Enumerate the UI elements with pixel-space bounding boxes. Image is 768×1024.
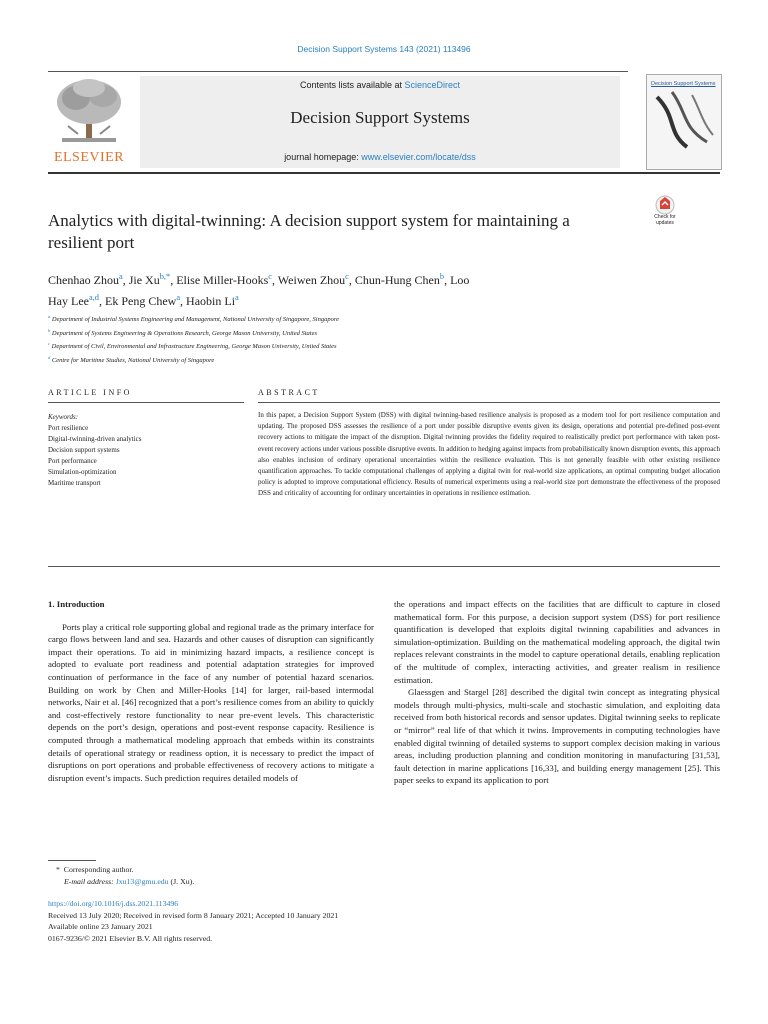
body-column-right <box>394 598 720 787</box>
author-name[interactable]: Loo <box>450 273 470 287</box>
author-separator: , <box>98 294 105 308</box>
keywords-label: Keywords: <box>48 413 79 421</box>
author-affiliation-marker[interactable]: a <box>235 293 239 302</box>
check-for-updates-badge[interactable] <box>648 194 682 228</box>
author-name[interactable]: Chenhao Zhou <box>48 273 119 287</box>
abstract-heading: ABSTRACT <box>258 388 320 397</box>
article-info-rule <box>48 402 244 403</box>
corresponding-author-note <box>48 864 448 876</box>
keyword[interactable]: Simulation-optimization <box>48 468 117 476</box>
email-suffix: (J. Xu). <box>168 877 195 887</box>
author-separator: , <box>170 273 177 287</box>
footnotes <box>48 864 448 889</box>
article-info-heading: ARTICLE INFO <box>48 388 132 397</box>
author-name[interactable]: Weiwen Zhou <box>277 273 346 287</box>
abstract-rule <box>258 402 720 403</box>
affiliation-list <box>48 312 648 367</box>
author-separator: , <box>122 273 129 287</box>
cover-title: Decision Support Systems <box>651 81 716 87</box>
doi-link[interactable]: https://doi.org/10.1016/j.dss.2021.113496 <box>48 899 179 908</box>
affiliation <box>48 312 648 326</box>
author-name[interactable]: Haobin Li <box>186 294 236 308</box>
asterisk: * <box>56 865 64 874</box>
paragraph: Glaessgen and Stargel [28] described the digital twin concept as integrating physical models through multi-physics, multi-scale and stochastic simulation, and exploiting data received from both historical records and sensor updates. Digital twinning seeks to replicate or “mirror” real life of that which it twins. Improvements in computing technologies have enabled digital twinning of detailed systems to support complex decision making in various areas, including production planning and condition monitoring in manufacturing [31,53], fault detection in marine applications [16,33], and building energy management [25]. This paper seeks to expand its application to port <box>394 687 720 786</box>
author-affiliation-marker[interactable]: a,d <box>88 293 99 302</box>
author-affiliation-marker[interactable]: c <box>268 272 272 281</box>
affiliation-text: Centre for Maritime Studies, National University of Singapore <box>51 357 215 365</box>
section-heading-introduction: 1. Introduction <box>48 599 105 609</box>
body-rule <box>48 566 720 567</box>
author-affiliation-marker[interactable]: a <box>176 293 181 302</box>
journal-cover-thumbnail[interactable] <box>646 74 722 170</box>
affiliation <box>48 353 648 367</box>
author-affiliation-marker[interactable]: b <box>439 272 445 281</box>
author-name[interactable]: Elise Miller-Hooks <box>176 273 269 287</box>
author-name[interactable]: Chun-Hung Chen <box>354 273 440 287</box>
email-link[interactable]: Jxu13@gmu.edu <box>115 877 169 887</box>
homepage-link[interactable]: www.elsevier.com/locate/dss <box>361 152 476 162</box>
journal-reference[interactable]: Decision Support Systems 143 (2021) 113496 <box>297 44 471 54</box>
available-online: Available online 23 January 2021 <box>48 922 153 932</box>
header-rule-bottom <box>48 172 720 174</box>
article-title: Analytics with digital-twinning: A decision support system for maintaining a resilient port <box>48 211 570 252</box>
keyword[interactable]: Decision support systems <box>48 446 120 454</box>
corresponding-label: Corresponding author. <box>63 865 134 874</box>
abstract-text: In this paper, a Decision Support System (DSS) with digital twinning-based resilience analysis is proposed as a modern tool for port resilience computation and updating. The proposed DSS assesses the resilience of a port under possible disruptive events given its design, operations and potential pre-defined post-event recovery actions to mitigate the impact of the disruption. Digital twinning provides the fidelity required to realistically predict port performance with taken post-event recovery actions under various possible disruptive events. In addition to hedging against impacts from probabilistically known disruption events, this approach also enables inclusion of ordinary operational uncertainties within the resilience evaluation. This is not generally feasible with other existing resilience quantification approaches. To tackle computational challenges of applying a digital twin for real-world size applications, an optimal computing budget allocation policy is adopted to improve computational efficiency. Results of numerical experiments using a real-world size port demonstrate the effectiveness of the proposed DSS and criticality of accounting for ordinary uncertainties in operations in resilience estimation. <box>258 411 720 498</box>
author-affiliation-marker[interactable]: c <box>345 272 349 281</box>
affiliation <box>48 326 648 340</box>
publication-info <box>48 898 548 944</box>
email-note <box>48 876 448 888</box>
author-line-1 <box>48 268 628 289</box>
received-dates: Received 13 July 2020; Received in revised form 8 January 2021; Accepted 10 January 2021 <box>48 910 339 920</box>
keyword[interactable]: Digital-twinning-driven analytics <box>48 435 142 443</box>
author-affiliation-marker[interactable]: a <box>119 272 123 281</box>
email-label: E-mail address: <box>64 877 114 887</box>
author-name[interactable]: Ek Peng Chew <box>104 294 177 308</box>
author-name[interactable]: Jie Xu <box>128 273 160 287</box>
keyword[interactable]: Port performance <box>48 457 97 465</box>
affiliation <box>48 339 648 353</box>
author-name[interactable]: Hay Lee <box>48 294 89 308</box>
cover-artwork-icon <box>647 87 721 157</box>
header-rule-top <box>48 71 628 72</box>
author-separator: , <box>444 273 451 287</box>
copyright: 0167-9236/© 2021 Elsevier B.V. All rights reserved. <box>48 933 213 943</box>
affiliation-marker: b <box>48 327 51 333</box>
author-affiliation-marker[interactable]: b,* <box>159 272 171 281</box>
journal-homepage-line <box>140 152 620 162</box>
affiliation-text: Department of Industrial Systems Engineering and Management, National University of Singapore, Singapore <box>51 316 340 324</box>
keywords-block <box>48 412 244 489</box>
elsevier-wordmark: ELSEVIER <box>53 150 125 165</box>
keyword[interactable]: Maritime transport <box>48 479 101 487</box>
contents-prefix: Contents lists available at <box>299 80 405 90</box>
footnote-rule <box>48 860 96 861</box>
author-separator: , <box>180 294 187 308</box>
affiliation-text: Department of Systems Engineering & Operations Research, George Mason University, United States <box>51 329 317 337</box>
journal-name: Decision Support Systems <box>290 108 470 127</box>
affiliation-marker: a <box>48 314 51 319</box>
keyword[interactable]: Port resilience <box>48 424 89 432</box>
author-list <box>48 268 628 310</box>
contents-available-line <box>140 80 620 90</box>
sciencedirect-link[interactable]: ScienceDirect <box>404 80 461 90</box>
homepage-prefix: journal homepage: <box>284 152 362 162</box>
affiliation-text: Department of Civil, Environmental and Infrastructure Engineering, George Mason University, United States <box>51 343 337 351</box>
author-separator: , <box>348 273 355 287</box>
paragraph: Ports play a critical role supporting global and regional trade as the primary interface for cargo flows between land and sea. Hazards and other causes of disruption can significantly impact their operations. To aid in minimizing hazard impacts, a resilience concept is adopted to evaluate port readiness and potential adaptation strategies for improved continuation of performance in the face of any number of potential hazard scenarios. Building on work by Chen and Miller-Hooks [14] for larger, rail-based intermodal networks, Nair et al. [46] recognized that a port’s resilience comes from an ability to quickly and cost-effectively restore functionality to near pre-event levels. This characteristic depends on the port’s design, operations and post-event response capacity. Resilience is computed through a mathematical modeling approach that embeds within its constraints details of operational strategy or readiness option, it is necessary to predict the impact of disruptions on port operations and probable effectiveness of recovery actions to mitigate a disruption event’s impacts. Such prediction requires detailed models of <box>48 621 374 783</box>
body-column-left <box>48 598 374 784</box>
paragraph: the operations and impact effects on the facilities that are difficult to capture in closed mathematical form. For this purpose, a decision support system (DSS) for port resilience quantification is developed that exploits digital twinning capabilities and advances in simulation-optimization. Building on the mathematical modeling approach, the digital twin replaces relevant constraints in the model to capture operational details, enabling replication of the multitude of complex, interacting activities, and greater realism in resilience estimation. <box>394 599 720 685</box>
check-updates-label: Check for updates <box>654 214 676 226</box>
affiliation-marker: d <box>48 354 51 360</box>
author-separator: , <box>272 273 278 287</box>
affiliation-marker: c <box>48 341 51 347</box>
author-line-2 <box>48 289 628 310</box>
